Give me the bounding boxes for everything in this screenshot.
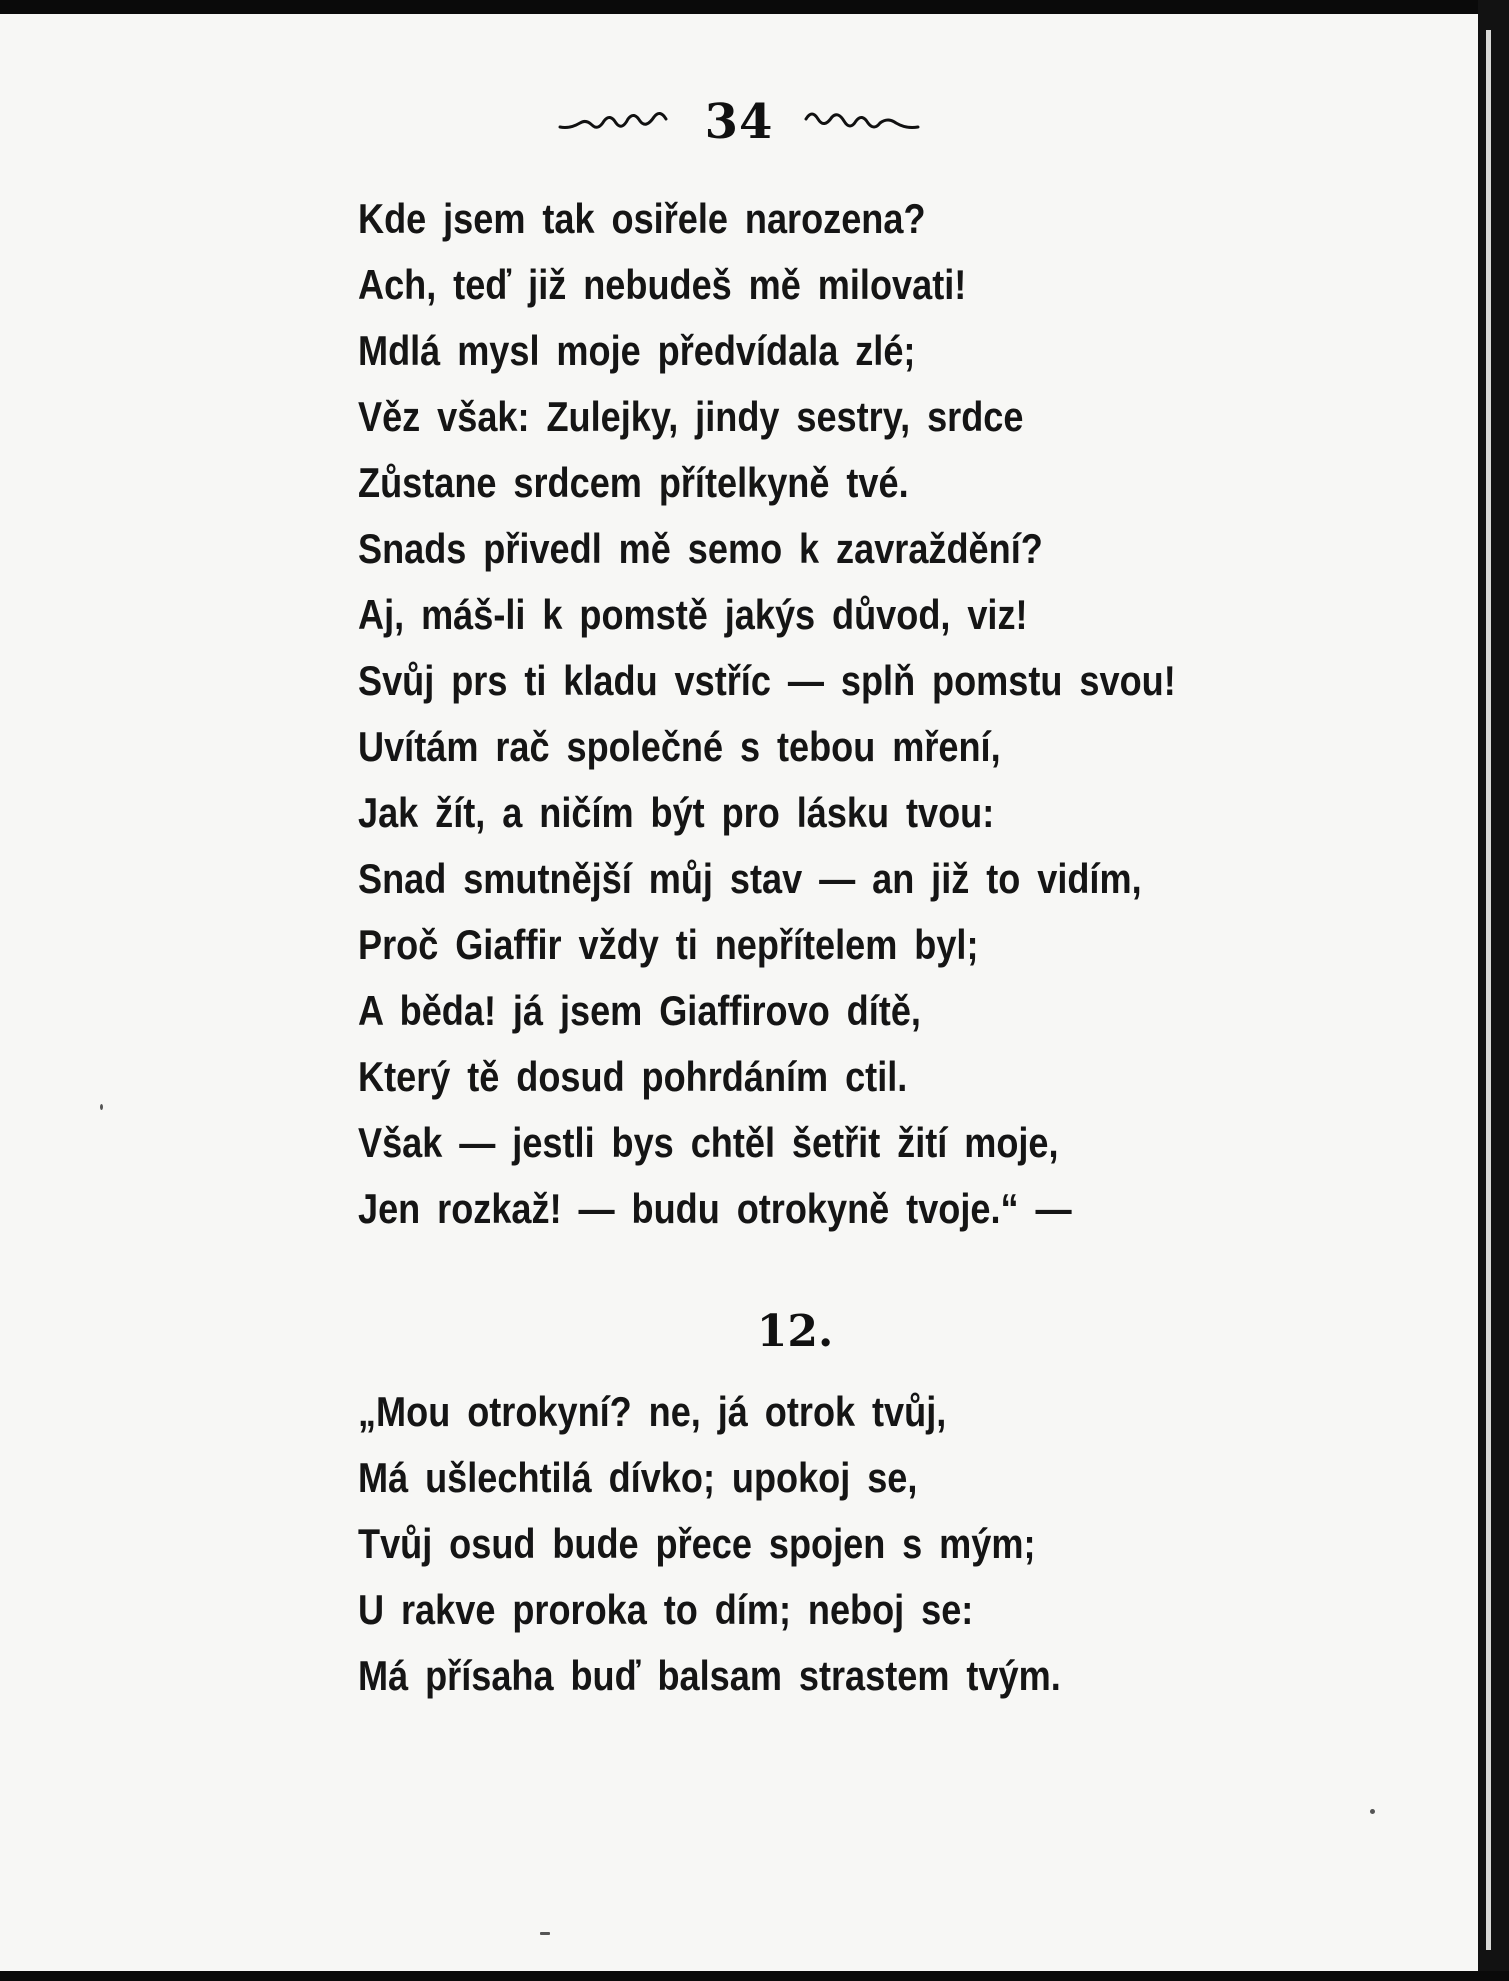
verse-line: Kde jsem tak osiřele narozena? [358, 195, 926, 242]
verse-line: Má ušlechtilá dívko; upokoj se, [358, 1454, 918, 1501]
wavy-flourish-right-icon [800, 109, 920, 135]
wavy-flourish-left-icon [558, 109, 678, 135]
scan-border-bottom [0, 1971, 1509, 1981]
verse-line: Svůj prs ti kladu vstříc — splň pomstu svou! [358, 657, 1176, 704]
verse-line: Proč Giaffir vždy ti nepřítelem byl; [358, 921, 979, 968]
verse-line: „Mou otrokyní? ne, já otrok tvůj, [358, 1388, 947, 1435]
verse-line: Jak žít, a ničím být pro lásku tvou: [358, 789, 995, 836]
verse-line: Snads přivedl mě semo k zavraždění? [358, 525, 1043, 572]
stanza-2 [358, 1379, 1061, 1709]
verse-line: Zůstane srdcem přítelkyně tvé. [358, 459, 909, 506]
verse-line: U rakve proroka to dím; neboj se: [358, 1586, 974, 1633]
section-number: 12. [756, 1306, 834, 1357]
scan-border-top [0, 0, 1509, 14]
scan-speck [1370, 1809, 1375, 1814]
verse-line: Věz však: Zulejky, jindy sestry, srdce [358, 393, 1024, 440]
verse-line: Uvítám rač společné s tebou mření, [358, 723, 1001, 770]
page-number: 34 [704, 94, 774, 150]
verse-line: Aj, máš-li k pomstě jakýs důvod, viz! [358, 591, 1028, 638]
verse-line: Má přísaha buď balsam strastem tvým. [358, 1652, 1061, 1699]
page-edge-strip [1486, 30, 1491, 1950]
page-header [0, 94, 1478, 150]
verse-line: Ach, teď již nebudeš mě milovati! [358, 261, 967, 308]
verse-line: Však — jestli bys chtěl šetřit žití moje, [358, 1119, 1059, 1166]
scan-speck [540, 1932, 550, 1935]
verse-line: Tvůj osud bude přece spojen s mým; [358, 1520, 1036, 1567]
scan-speck [100, 1104, 103, 1110]
scan-border-right [1478, 0, 1509, 1981]
verse-line: A běda! já jsem Giaffirovo dítě, [358, 987, 921, 1034]
verse-line: Který tě dosud pohrdáním ctil. [358, 1053, 908, 1100]
book-page [0, 14, 1478, 1971]
verse-line: Mdlá mysl moje předvídala zlé; [358, 327, 916, 374]
verse-line: Jen rozkaž! — budu otrokyně tvoje.“ — [358, 1185, 1072, 1232]
stanza-1 [358, 186, 1176, 1242]
verse-line: Snad smutnější můj stav — an již to vidím, [358, 855, 1142, 902]
